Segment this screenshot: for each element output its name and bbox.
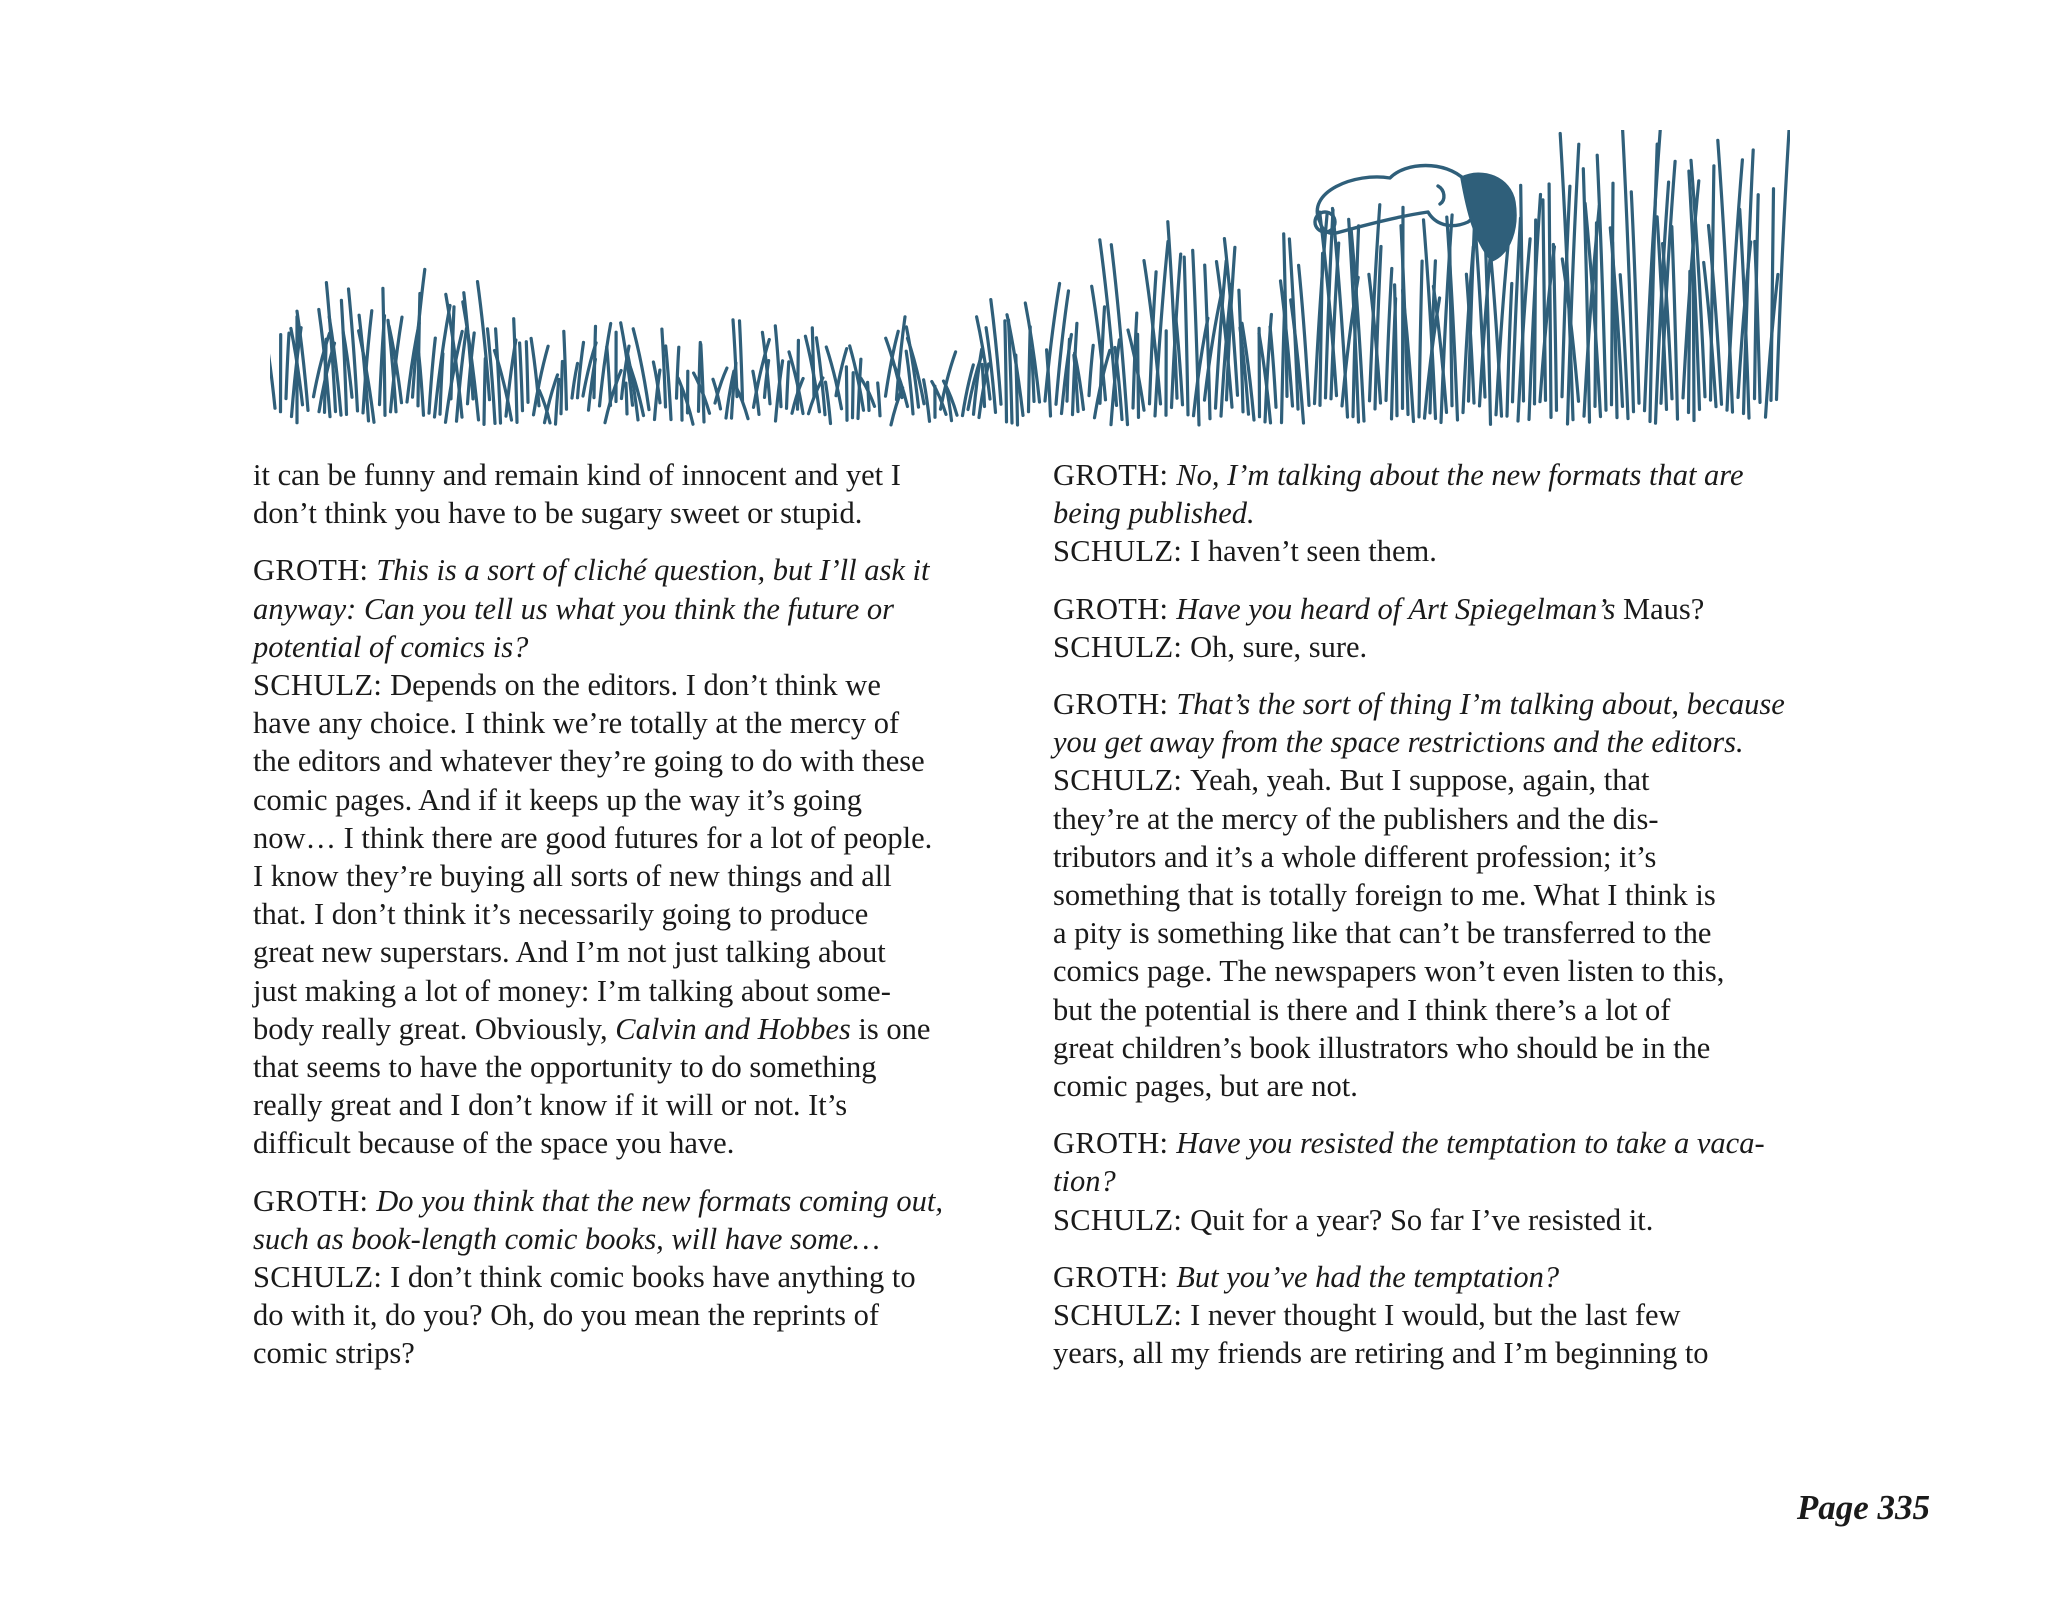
speaker-label: SCHULZ: [1053, 534, 1191, 569]
italic-text: That’s the sort of thing I’m talking about, because [1176, 687, 1785, 722]
grass-blade [556, 379, 559, 424]
text-line [1053, 456, 1813, 494]
text-line [1053, 914, 1813, 952]
text-line [253, 1048, 1013, 1086]
interview-paragraph [1053, 590, 1813, 666]
left-text-column [253, 456, 1013, 1392]
text-line [1053, 532, 1813, 570]
text-line [253, 1334, 1013, 1372]
grass-blade [520, 343, 523, 411]
text-line [1053, 838, 1813, 876]
text-line [1053, 952, 1813, 990]
text-line [1053, 1334, 1813, 1372]
italic-text: Have you resisted the temptation to take a vaca- [1176, 1126, 1765, 1161]
text-line [1053, 800, 1813, 838]
grass-blade [1005, 321, 1007, 422]
italic-text: Have you heard of Art Spiegelman’s [1176, 591, 1616, 626]
body-text: the editors and whatever they’re going to do with these [253, 744, 925, 779]
grass-blade [1395, 285, 1397, 416]
grass-blade [605, 371, 621, 423]
grass-blade [853, 373, 854, 418]
text-line [253, 1010, 1013, 1048]
text-line [253, 704, 1013, 742]
body-text: tributors and it’s a whole different profession; it’s [1053, 839, 1657, 874]
speaker-label: GROTH: [253, 553, 377, 588]
grass-blade [626, 383, 627, 414]
body-text: years, all my friends are retiring and I’m beginning to [1053, 1336, 1709, 1371]
text-line [253, 551, 1013, 589]
body-text: that. I don’t think it’s necessarily going to produce [253, 897, 869, 932]
grass-blade [868, 382, 869, 410]
grass-blade [383, 288, 385, 415]
text-line [253, 1258, 1013, 1296]
right-text-column [1053, 456, 1813, 1391]
text-line [1053, 991, 1813, 1029]
grass-blade [662, 329, 666, 407]
grass-blade [1270, 327, 1276, 407]
grass-blade [514, 319, 517, 423]
grass-blade [1689, 271, 1690, 412]
text-line [253, 1296, 1013, 1334]
italic-text: Calvin and Hobbes [615, 1011, 851, 1046]
grass-blade [594, 326, 596, 397]
grass-blade [1067, 339, 1070, 401]
text-line [1053, 494, 1813, 532]
body-text: Oh, sure, sure. [1190, 629, 1368, 664]
grass-blade [484, 359, 485, 425]
body-text: I haven’t seen them. [1190, 534, 1437, 569]
body-text: something that is totally foreign to me. What I think is [1053, 878, 1716, 913]
body-text: Quit for a year? So far I’ve resisted it. [1190, 1202, 1654, 1237]
italic-text: No, I’m talking about the new formats that are [1176, 458, 1744, 492]
grass-blade [826, 382, 831, 423]
interview-paragraph [253, 551, 1013, 1162]
grass-blade [701, 344, 704, 422]
grass-blade [429, 338, 435, 413]
grass-blade [1623, 130, 1634, 412]
speaker-label: SCHULZ: [253, 1260, 391, 1295]
text-line [253, 628, 1013, 666]
text-line [253, 895, 1013, 933]
italic-text: anyway: Can you tell us what you think the future or [253, 591, 894, 626]
body-text: comic pages, but are not. [1053, 1069, 1358, 1104]
body-text: Yeah, yeah. But I suppose, again, that [1190, 763, 1650, 798]
grass-blade [677, 347, 679, 398]
body-text: that seems to have the opportunity to do something [253, 1050, 877, 1085]
grass-blade [846, 367, 847, 420]
speaker-label: SCHULZ: [253, 668, 391, 703]
speaker-label: GROTH: [1053, 1259, 1177, 1294]
body-text: just making a lot of money: I’m talking about some- [253, 973, 891, 1008]
grass-blade [798, 340, 799, 409]
body-text: great children’s book illustrators who should be in the [1053, 1030, 1711, 1065]
text-line [1053, 590, 1813, 628]
text-line [1053, 1201, 1813, 1239]
grass-blade [526, 342, 528, 403]
interview-paragraph [253, 1182, 1013, 1373]
speaker-label: SCHULZ: [1053, 763, 1191, 798]
body-text: body really great. Obviously, [253, 1011, 616, 1046]
grass-blade [1419, 261, 1422, 417]
grass-blade [1089, 345, 1093, 395]
italic-text: tion? [1053, 1164, 1116, 1199]
body-text: comic pages. And if it keeps up the way it’s going [253, 782, 863, 817]
body-text: do with it, do you? Oh, do you mean the reprints of [253, 1298, 879, 1333]
text-line [253, 819, 1013, 857]
body-text: great new superstars. And I’m not just talking about [253, 935, 886, 970]
grass-blade [787, 362, 789, 409]
grass-blade [1184, 257, 1188, 415]
body-text: it can be funny and remain kind of innocent and yet I [253, 458, 901, 492]
speaker-label: SCHULZ: [1053, 1202, 1191, 1237]
text-line [1053, 1067, 1813, 1105]
text-line [253, 1220, 1013, 1258]
text-line [1053, 1029, 1813, 1067]
text-line [253, 857, 1013, 895]
grass-blade [1535, 220, 1536, 404]
speaker-label: GROTH: [1053, 687, 1177, 722]
body-text: now… I think there are good futures for a lot of people. [253, 820, 933, 855]
grass-blade [666, 346, 671, 420]
grass-blade [531, 338, 539, 405]
text-line [1053, 628, 1813, 666]
italic-text: you get away from the space restrictions and the editors. [1053, 725, 1744, 760]
grass-blade [1771, 189, 1774, 401]
italic-text: being published. [1053, 496, 1255, 531]
body-text: I never thought I would, but the last few [1190, 1298, 1681, 1333]
body-text: I don’t think comic books have anything to [390, 1260, 916, 1295]
body-text: I know they’re buying all sorts of new things and all [253, 859, 892, 894]
grass-blade [463, 302, 479, 420]
interview-paragraph [1053, 456, 1813, 571]
grass-blade [286, 333, 289, 399]
body-text: they’re at the mercy of the publishers and the dis- [1053, 801, 1659, 836]
text-line [253, 666, 1013, 704]
body-text: Depends on the editors. I don’t think we [390, 668, 881, 703]
speaker-label: GROTH: [1053, 591, 1177, 626]
grass-blade [564, 331, 567, 409]
grass-blade [1320, 253, 1323, 405]
speaker-label: SCHULZ: [1053, 629, 1191, 664]
italic-text: such as book-length comic books, will have some… [253, 1221, 880, 1256]
body-text: Maus? [1615, 591, 1705, 626]
grass-blade [418, 294, 420, 406]
grass-blade [1777, 130, 1790, 399]
text-line [1053, 761, 1813, 799]
speaker-label: GROTH: [1053, 458, 1177, 492]
text-line [253, 1086, 1013, 1124]
text-line [253, 590, 1013, 628]
grass-blade [496, 329, 501, 423]
text-line [1053, 1296, 1813, 1334]
text-line [253, 933, 1013, 971]
text-line [253, 1182, 1013, 1220]
italic-text: Do you think that the new formats coming out, [376, 1183, 944, 1218]
snoopy-grass-illustration [270, 130, 1790, 440]
grass-blade [270, 314, 275, 408]
text-line [253, 456, 1013, 494]
interview-paragraph [1053, 1258, 1813, 1373]
italic-text: potential of comics is? [253, 629, 529, 664]
text-line [253, 972, 1013, 1010]
text-line [1053, 685, 1813, 723]
text-line [1053, 1124, 1813, 1162]
italic-text: But you’ve had the temptation? [1176, 1259, 1560, 1294]
grass-blade [607, 347, 611, 406]
body-text: don’t think you have to be sugary sweet or stupid. [253, 496, 863, 531]
text-line [253, 781, 1013, 819]
text-line [253, 1124, 1013, 1162]
grass-blade [1144, 261, 1161, 404]
text-line [253, 494, 1013, 532]
text-line [1053, 723, 1813, 761]
page-number: Page 335 [1796, 1488, 1930, 1527]
interview-paragraph [1053, 1124, 1813, 1239]
text-line [1053, 1162, 1813, 1200]
grass-blade [561, 362, 562, 414]
grass-blade [1549, 184, 1551, 417]
interview-paragraph [1053, 685, 1813, 1105]
body-text: comics page. The newspapers won’t even listen to this, [1053, 954, 1725, 989]
speaker-label: GROTH: [1053, 1126, 1177, 1161]
grass-blade [740, 321, 743, 401]
grass-blade [1553, 245, 1556, 411]
body-text: have any choice. I think we’re totally at the mercy of [253, 706, 900, 741]
body-text: is one [850, 1011, 931, 1046]
text-line [1053, 876, 1813, 914]
snoopy-head-icon [1315, 166, 1515, 261]
grass-blade [878, 383, 880, 416]
italic-text: This is a sort of cliché question, but I’ll ask it [376, 553, 930, 588]
text-line [1053, 1258, 1813, 1296]
body-text: difficult because of the space you have. [253, 1126, 735, 1161]
body-text: a pity is something like that can’t be transferred to the [1053, 916, 1712, 951]
speaker-label: SCHULZ: [1053, 1298, 1191, 1333]
grass-strokes [270, 130, 1790, 425]
speaker-label: GROTH: [253, 1183, 377, 1218]
interview-paragraph [253, 456, 1013, 532]
grass-blade [682, 387, 683, 420]
body-text: really great and I don’t know if it will or not. It’s [253, 1088, 848, 1123]
text-line [253, 742, 1013, 780]
body-text: comic strips? [253, 1336, 415, 1371]
body-text: but the potential is there and I think there’s a lot of [1053, 992, 1671, 1027]
